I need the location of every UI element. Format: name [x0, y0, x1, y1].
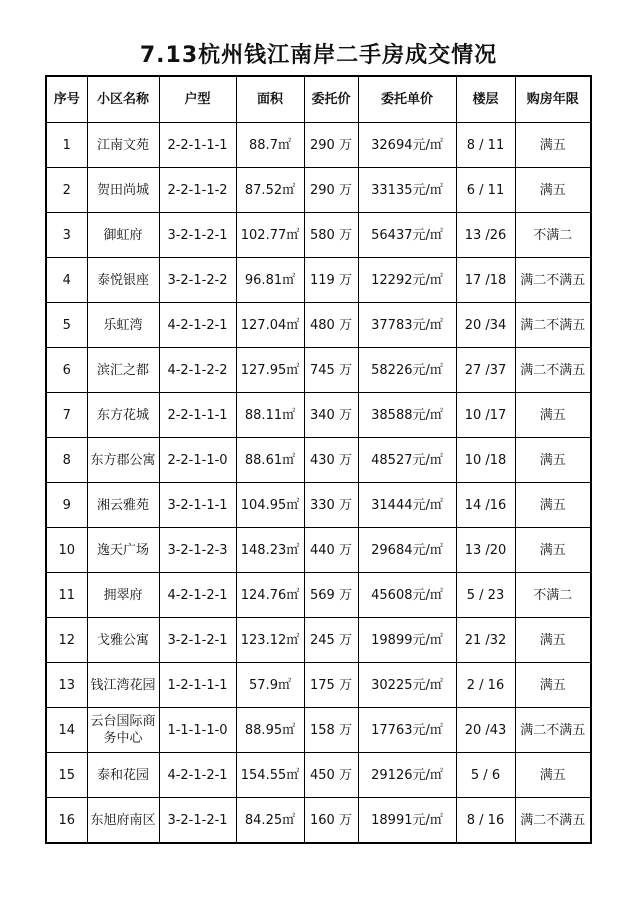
cell-unit-price: 17763元/㎡	[358, 708, 456, 753]
cell-layout: 2-2-1-1-1	[159, 123, 236, 168]
table-row	[46, 663, 591, 708]
cell-index: 3	[46, 213, 87, 258]
cell-holding-years: 满二不满五	[515, 798, 591, 844]
cell-area: 96.81㎡	[236, 258, 304, 303]
cell-price: 569 万	[304, 573, 358, 618]
cell-holding-years: 满二不满五	[515, 303, 591, 348]
cell-index: 7	[46, 393, 87, 438]
cell-community: 云台国际商务中心	[87, 708, 159, 753]
cell-price: 745 万	[304, 348, 358, 393]
cell-area: 127.95㎡	[236, 348, 304, 393]
cell-floor: 21 /32	[456, 618, 515, 663]
cell-holding-years: 满五	[515, 438, 591, 483]
cell-price: 440 万	[304, 528, 358, 573]
cell-community: 御虹府	[87, 213, 159, 258]
cell-index: 14	[46, 708, 87, 753]
cell-unit-price: 37783元/㎡	[358, 303, 456, 348]
cell-price: 450 万	[304, 753, 358, 798]
cell-unit-price: 31444元/㎡	[358, 483, 456, 528]
cell-unit-price: 38588元/㎡	[358, 393, 456, 438]
cell-holding-years: 不满二	[515, 213, 591, 258]
cell-floor: 14 /16	[456, 483, 515, 528]
table-row	[46, 798, 591, 844]
table-row	[46, 528, 591, 573]
cell-area: 88.11㎡	[236, 393, 304, 438]
cell-layout: 3-2-1-2-1	[159, 618, 236, 663]
table-row	[46, 348, 591, 393]
cell-price: 158 万	[304, 708, 358, 753]
cell-index: 12	[46, 618, 87, 663]
cell-price: 245 万	[304, 618, 358, 663]
cell-index: 2	[46, 168, 87, 213]
cell-area: 104.95㎡	[236, 483, 304, 528]
cell-community: 泰悦银座	[87, 258, 159, 303]
cell-floor: 8 / 16	[456, 798, 515, 844]
cell-area: 154.55㎡	[236, 753, 304, 798]
header-area: 面积	[236, 76, 304, 123]
cell-area: 84.25㎡	[236, 798, 304, 844]
cell-unit-price: 33135元/㎡	[358, 168, 456, 213]
table-row	[46, 708, 591, 753]
cell-area: 148.23㎡	[236, 528, 304, 573]
header-unit-price: 委托单价	[358, 76, 456, 123]
cell-area: 88.95㎡	[236, 708, 304, 753]
table-row	[46, 483, 591, 528]
cell-price: 160 万	[304, 798, 358, 844]
cell-unit-price: 56437元/㎡	[358, 213, 456, 258]
cell-floor: 5 / 23	[456, 573, 515, 618]
cell-floor: 6 / 11	[456, 168, 515, 213]
cell-layout: 3-2-1-1-1	[159, 483, 236, 528]
cell-price: 340 万	[304, 393, 358, 438]
cell-layout: 4-2-1-2-1	[159, 753, 236, 798]
cell-layout: 3-2-1-2-3	[159, 528, 236, 573]
table-row	[46, 303, 591, 348]
cell-layout: 1-2-1-1-1	[159, 663, 236, 708]
cell-unit-price: 48527元/㎡	[358, 438, 456, 483]
table-header-row	[46, 76, 591, 123]
cell-community: 东方郡公寓	[87, 438, 159, 483]
cell-area: 87.52㎡	[236, 168, 304, 213]
cell-floor: 10 /18	[456, 438, 515, 483]
cell-floor: 13 /20	[456, 528, 515, 573]
cell-holding-years: 满五	[515, 483, 591, 528]
cell-index: 10	[46, 528, 87, 573]
transactions-table	[45, 75, 592, 844]
cell-unit-price: 32694元/㎡	[358, 123, 456, 168]
cell-layout: 4-2-1-2-1	[159, 303, 236, 348]
cell-layout: 1-1-1-1-0	[159, 708, 236, 753]
cell-index: 11	[46, 573, 87, 618]
cell-layout: 4-2-1-2-1	[159, 573, 236, 618]
cell-layout: 3-2-1-2-1	[159, 798, 236, 844]
cell-floor: 27 /37	[456, 348, 515, 393]
cell-area: 57.9㎡	[236, 663, 304, 708]
cell-area: 127.04㎡	[236, 303, 304, 348]
cell-community: 乐虹湾	[87, 303, 159, 348]
cell-holding-years: 不满二	[515, 573, 591, 618]
header-layout: 户型	[159, 76, 236, 123]
cell-index: 8	[46, 438, 87, 483]
cell-holding-years: 满五	[515, 618, 591, 663]
cell-unit-price: 29126元/㎡	[358, 753, 456, 798]
cell-holding-years: 满二不满五	[515, 708, 591, 753]
cell-price: 480 万	[304, 303, 358, 348]
cell-layout: 4-2-1-2-2	[159, 348, 236, 393]
cell-holding-years: 满五	[515, 393, 591, 438]
cell-unit-price: 19899元/㎡	[358, 618, 456, 663]
table-row	[46, 168, 591, 213]
cell-unit-price: 18991元/㎡	[358, 798, 456, 844]
cell-price: 290 万	[304, 123, 358, 168]
cell-floor: 8 / 11	[456, 123, 515, 168]
cell-layout: 2-2-1-1-2	[159, 168, 236, 213]
cell-floor: 2 / 16	[456, 663, 515, 708]
cell-community: 东方花城	[87, 393, 159, 438]
table-row	[46, 753, 591, 798]
cell-community: 贺田尚城	[87, 168, 159, 213]
cell-index: 9	[46, 483, 87, 528]
cell-index: 13	[46, 663, 87, 708]
table-row	[46, 213, 591, 258]
cell-community: 拥翠府	[87, 573, 159, 618]
cell-community: 湘云雅苑	[87, 483, 159, 528]
cell-price: 290 万	[304, 168, 358, 213]
table-row	[46, 123, 591, 168]
cell-community: 滨汇之都	[87, 348, 159, 393]
cell-area: 88.7㎡	[236, 123, 304, 168]
cell-price: 119 万	[304, 258, 358, 303]
cell-holding-years: 满二不满五	[515, 258, 591, 303]
table-row	[46, 573, 591, 618]
cell-community: 钱江湾花园	[87, 663, 159, 708]
cell-holding-years: 满二不满五	[515, 348, 591, 393]
cell-unit-price: 12292元/㎡	[358, 258, 456, 303]
cell-community: 泰和花园	[87, 753, 159, 798]
cell-price: 430 万	[304, 438, 358, 483]
cell-community: 江南文苑	[87, 123, 159, 168]
cell-area: 102.77㎡	[236, 213, 304, 258]
header-community: 小区名称	[87, 76, 159, 123]
cell-holding-years: 满五	[515, 753, 591, 798]
cell-layout: 2-2-1-1-0	[159, 438, 236, 483]
table-row	[46, 438, 591, 483]
header-index: 序号	[46, 76, 87, 123]
cell-floor: 20 /43	[456, 708, 515, 753]
cell-community: 逸天广场	[87, 528, 159, 573]
cell-area: 123.12㎡	[236, 618, 304, 663]
cell-index: 6	[46, 348, 87, 393]
table-body	[46, 123, 591, 844]
table-row	[46, 258, 591, 303]
header-floor: 楼层	[456, 76, 515, 123]
cell-holding-years: 满五	[515, 528, 591, 573]
cell-index: 15	[46, 753, 87, 798]
cell-unit-price: 30225元/㎡	[358, 663, 456, 708]
cell-area: 88.61㎡	[236, 438, 304, 483]
cell-index: 5	[46, 303, 87, 348]
cell-floor: 5 / 6	[456, 753, 515, 798]
header-price: 委托价	[304, 76, 358, 123]
table-row	[46, 393, 591, 438]
cell-community: 戈雅公寓	[87, 618, 159, 663]
cell-holding-years: 满五	[515, 168, 591, 213]
cell-holding-years: 满五	[515, 663, 591, 708]
cell-unit-price: 29684元/㎡	[358, 528, 456, 573]
cell-price: 175 万	[304, 663, 358, 708]
cell-index: 16	[46, 798, 87, 844]
page-title: 7.13杭州钱江南岸二手房成交情况	[139, 43, 498, 68]
table-row	[46, 618, 591, 663]
cell-floor: 13 /26	[456, 213, 515, 258]
cell-price: 580 万	[304, 213, 358, 258]
cell-layout: 3-2-1-2-1	[159, 213, 236, 258]
cell-area: 124.76㎡	[236, 573, 304, 618]
cell-layout: 2-2-1-1-1	[159, 393, 236, 438]
cell-index: 4	[46, 258, 87, 303]
cell-floor: 17 /18	[456, 258, 515, 303]
cell-price: 330 万	[304, 483, 358, 528]
cell-floor: 20 /34	[456, 303, 515, 348]
cell-layout: 3-2-1-2-2	[159, 258, 236, 303]
cell-community: 东旭府南区	[87, 798, 159, 844]
cell-unit-price: 45608元/㎡	[358, 573, 456, 618]
cell-unit-price: 58226元/㎡	[358, 348, 456, 393]
cell-holding-years: 满五	[515, 123, 591, 168]
header-holding-years: 购房年限	[515, 76, 591, 123]
cell-floor: 10 /17	[456, 393, 515, 438]
cell-index: 1	[46, 123, 87, 168]
